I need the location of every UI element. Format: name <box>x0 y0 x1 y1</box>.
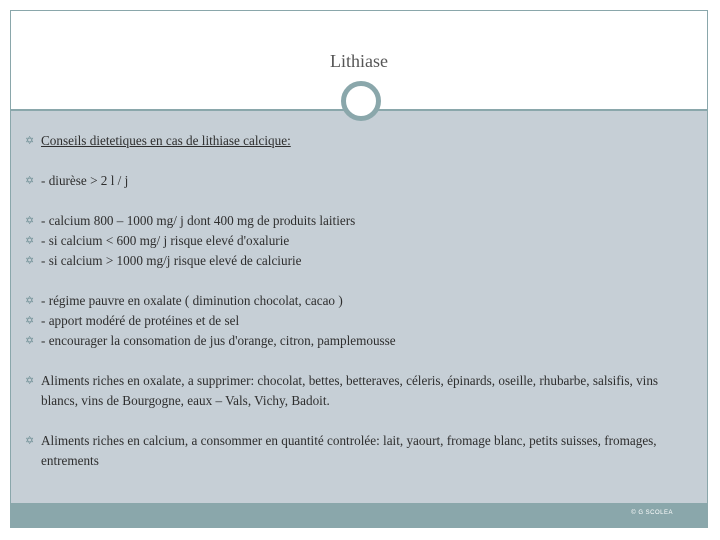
bullet-item <box>25 431 695 471</box>
bullet-text: Aliments riches en calcium, a consommer en quantité controlée: lait, yaourt, fromage blanc, petits suisses, fromages, entrements <box>41 433 657 468</box>
bullet-icon: ✡ <box>25 435 35 447</box>
bullet-text: - encourager la consomation de jus d'orange, citron, pamplemousse <box>41 333 396 348</box>
bullet-icon: ✡ <box>25 135 35 147</box>
bullet-list <box>25 131 695 471</box>
footer-bar <box>11 503 707 528</box>
footer-credit: © G SCOLEA <box>631 510 673 516</box>
spacer <box>25 151 695 171</box>
bullet-text: - régime pauvre en oxalate ( diminution chocolat, cacao ) <box>41 293 343 308</box>
bullet-icon: ✡ <box>25 335 35 347</box>
bullet-text: - apport modéré de protéines et de sel <box>41 313 240 328</box>
spacer <box>25 411 695 431</box>
bullet-icon: ✡ <box>25 295 35 307</box>
bullet-icon: ✡ <box>25 255 35 267</box>
bullet-icon: ✡ <box>25 315 35 327</box>
bullet-text: Aliments riches en oxalate, a supprimer: chocolat, bettes, betteraves, céleris, épinards, oseille, rhubarbe, salsifis, vins blancs, vins de Bourgogne, eaux – Vals, Vichy, Badoit. <box>41 373 659 408</box>
bullet-item <box>25 311 695 331</box>
bullet-text: - si calcium < 600 mg/ j risque elevé d'oxalurie <box>41 233 290 248</box>
bullet-item <box>25 251 695 271</box>
bullet-text: - diurèse > 2 l / j <box>41 173 129 188</box>
bullet-item <box>25 331 695 351</box>
bullet-icon: ✡ <box>25 215 35 227</box>
spacer <box>25 271 695 291</box>
bullet-icon: ✡ <box>25 235 35 247</box>
spacer <box>25 351 695 371</box>
bullet-item <box>25 131 695 151</box>
bullet-item <box>25 291 695 311</box>
bullet-icon: ✡ <box>25 375 35 387</box>
bullet-item <box>25 231 695 251</box>
circle-ornament-icon <box>341 81 381 121</box>
bullet-item <box>25 371 695 411</box>
bullet-item <box>25 171 695 191</box>
spacer <box>25 191 695 211</box>
bullet-text: - calcium 800 – 1000 mg/ j dont 400 mg de produits laitiers <box>41 213 356 228</box>
bullet-text: Conseils dietetiques en cas de lithiase calcique: <box>41 133 291 148</box>
slide-title: Lithiase <box>330 51 388 71</box>
bullet-text: - si calcium > 1000 mg/j risque elevé de calciurie <box>41 253 302 268</box>
slide <box>10 10 708 528</box>
bullet-item <box>25 211 695 231</box>
bullet-icon: ✡ <box>25 175 35 187</box>
